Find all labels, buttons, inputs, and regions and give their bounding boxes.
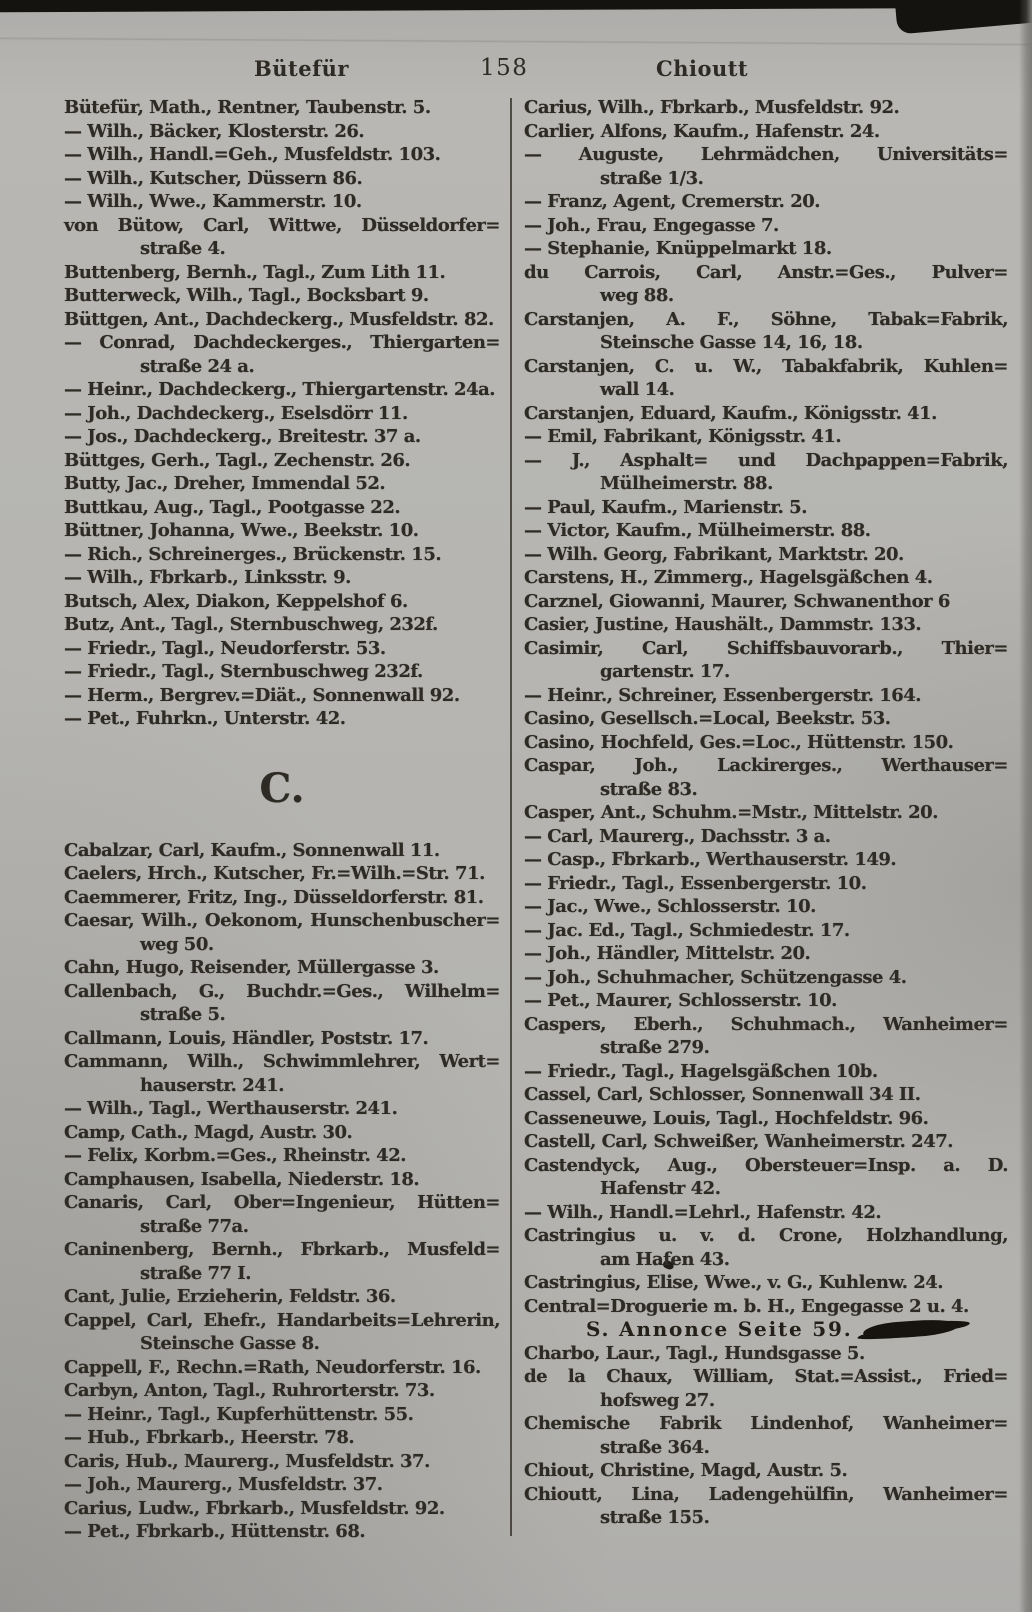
entry-line: Camphausen, Isabella, Niederstr. 18. — [64, 1168, 420, 1190]
directory-entry — [64, 449, 500, 473]
directory-entry — [64, 1403, 500, 1427]
entry-line: Castendyck, Aug., Obersteuer=Insp. a. D. — [524, 1154, 1008, 1176]
entry-line: — Heinr., Schreiner, Essenbergerstr. 164. — [524, 684, 922, 706]
entry-line: Büttner, Johanna, Wwe., Beekstr. 10. — [64, 520, 419, 541]
entry-line: — Rich., Schreinerges., Brückenstr. 15. — [64, 543, 442, 565]
entry-line: — Wilh., Tagl., Werthauserstr. 241. — [64, 1098, 398, 1119]
entry-line: Canaris, Carl, Ober=Ingenieur, Hütten= — [64, 1192, 500, 1213]
entry-line: Carstens, H., Zimmerg., Hagelsgäßchen 4. — [524, 567, 933, 588]
directory-entry — [64, 308, 500, 332]
entry-line: — Wilh., Handl.=Lehrl., Hafenstr. 42. — [524, 1201, 882, 1223]
entry-line: Carstanjen, Eduard, Kaufm., Königsstr. 41. — [524, 402, 937, 424]
entry-line: Cammann, Wilh., Schwimmlehrer, Wert= — [64, 1051, 500, 1072]
entry-line: Chioutt, Lina, Ladengehülfin, Wanheimer= — [524, 1483, 1008, 1505]
entry-line: Caspar, Joh., Lackirerges., Werthauser= — [524, 755, 1008, 776]
directory-entry — [64, 120, 500, 144]
entry-line-continuation: Hafenstr 42. — [600, 1178, 721, 1199]
entry-line-continuation: straße 4. — [140, 238, 226, 259]
entry-line: Callenbach, G., Buchdr.=Ges., Wilhelm= — [64, 980, 500, 1002]
directory-entry — [524, 449, 1008, 496]
directory-entry — [524, 1342, 1008, 1366]
entry-line: Camp, Cath., Magd, Austr. 30. — [64, 1121, 353, 1143]
entry-line-continuation: gartenstr. 17. — [600, 661, 730, 682]
annonce-text: S. Annonce Seite 59. — [586, 1317, 853, 1341]
directory-entry — [64, 167, 500, 191]
directory-entry — [524, 590, 1008, 614]
directory-entry — [524, 261, 1008, 308]
directory-entry — [64, 1121, 500, 1145]
directory-entry — [524, 1201, 1008, 1225]
directory-entry — [524, 684, 1008, 708]
entry-line-continuation: straße 77a. — [140, 1215, 249, 1237]
entry-line-continuation: am Hafen 43. — [600, 1248, 730, 1270]
entry-line: Chemische Fabrik Lindenhof, Wanheimer= — [524, 1413, 1008, 1434]
directory-entry — [64, 143, 500, 167]
entry-line-continuation: straße 83. — [600, 778, 698, 800]
entry-line: — Felix, Korbm.=Ges., Rheinstr. 42. — [64, 1145, 406, 1166]
entry-line: Carbyn, Anton, Tagl., Ruhrorterstr. 73. — [64, 1380, 435, 1401]
directory-entry — [524, 848, 1008, 872]
directory-entry — [64, 566, 500, 590]
section-heading: C. — [259, 764, 305, 812]
directory-entry — [524, 1130, 1008, 1154]
entry-line: Büttgen, Ant., Dachdeckerg., Musfeldstr. 82. — [64, 308, 494, 330]
entry-line: Carlier, Alfons, Kaufm., Hafenstr. 24. — [524, 120, 880, 142]
directory-entry — [524, 966, 1008, 990]
directory-entry — [64, 543, 500, 567]
header-left-keyword: Bütefür — [254, 56, 349, 81]
entry-line: — Wilh. Georg, Fabrikant, Marktstr. 20. — [524, 543, 904, 565]
directory-entry — [64, 1191, 500, 1238]
entry-line-continuation: wall 14. — [600, 379, 675, 400]
entry-line: Butz, Ant., Tagl., Sternbuschweg, 232f. — [64, 614, 438, 635]
entry-line: — Emil, Fabrikant, Königsstr. 41. — [524, 426, 842, 447]
directory-entry — [524, 754, 1008, 801]
directory-entry — [64, 1285, 500, 1309]
entry-line: — Franz, Agent, Cremerstr. 20. — [524, 191, 821, 212]
entry-line: — Carl, Maurerg., Dachsstr. 3 a. — [524, 825, 831, 847]
directory-entry — [524, 1154, 1008, 1201]
directory-entry — [64, 1520, 500, 1544]
directory-entry — [524, 1295, 1008, 1319]
entry-line: — Heinr., Tagl., Kupferhüttenstr. 55. — [64, 1403, 414, 1425]
directory-entry — [524, 942, 1008, 966]
entry-line-continuation: straße 364. — [600, 1436, 710, 1458]
entry-line: Butterweck, Wilh., Tagl., Bocksbart 9. — [64, 285, 429, 306]
entry-line-continuation: hauserstr. 241. — [140, 1074, 285, 1096]
directory-entry — [524, 1224, 1008, 1271]
entry-line: — Joh., Händler, Mittelstr. 20. — [524, 943, 811, 964]
manicule-ink-blot-icon — [862, 1317, 959, 1340]
entry-line: Büttges, Gerh., Tagl., Zechenstr. 26. — [64, 449, 411, 471]
directory-entry — [524, 801, 1008, 825]
entry-line: — Casp., Fbrkarb., Werthauserstr. 149. — [524, 849, 897, 870]
directory-entry — [64, 496, 500, 520]
entry-line: — Jos., Dachdeckerg., Breitestr. 37 a. — [64, 426, 421, 447]
directory-entry — [64, 1379, 500, 1403]
entry-line: Caninenberg, Bernh., Fbrkarb., Musfeld= — [64, 1239, 500, 1260]
entry-line: — Victor, Kaufm., Mülheimerstr. 88. — [524, 520, 871, 541]
entry-line: Casino, Hochfeld, Ges.=Loc., Hüttenstr. 150. — [524, 731, 954, 753]
entry-line: — Conrad, Dachdeckerges., Thiergarten= — [64, 332, 500, 353]
directory-entry — [524, 825, 1008, 849]
entry-line: Castringius u. v. d. Crone, Holzhandlung, — [524, 1225, 1008, 1246]
entry-line: Carstanjen, C. u. W., Tabakfabrik, Kuhlen= — [524, 355, 1008, 377]
directory-entry — [524, 1060, 1008, 1084]
entry-line-continuation: Steinsche Gasse 8. — [140, 1333, 320, 1354]
directory-entry — [524, 190, 1008, 214]
entry-line: Cassel, Carl, Schlosser, Sonnenwall 34 II. — [524, 1084, 921, 1105]
entry-line-continuation: straße 155. — [600, 1507, 710, 1528]
annonce-note — [524, 1318, 1008, 1342]
directory-entry — [524, 895, 1008, 919]
directory-entry — [524, 566, 1008, 590]
directory-entry — [64, 839, 500, 863]
scan-edge-right — [1019, 0, 1032, 1612]
directory-entry — [64, 190, 500, 214]
entry-line: — Wilh., Handl.=Geh., Musfeldstr. 103. — [64, 144, 441, 165]
directory-entry — [64, 378, 500, 402]
directory-entry — [64, 956, 500, 980]
entry-line: — Jac., Wwe., Schlosserstr. 10. — [524, 896, 816, 917]
directory-entry — [524, 308, 1008, 355]
header-right-keyword: Chioutt — [656, 56, 749, 81]
entry-line: — Wilh., Bäcker, Klosterstr. 26. — [64, 120, 365, 142]
entry-line: Chiout, Christine, Magd, Austr. 5. — [524, 1460, 848, 1481]
entry-line: — Friedr., Tagl., Sternbuschweg 232f. — [64, 661, 423, 682]
entry-line: Charbo, Laur., Tagl., Hundsgasse 5. — [524, 1342, 865, 1364]
entry-line: Buttkau, Aug., Tagl., Pootgasse 22. — [64, 496, 401, 518]
entry-line: — Heinr., Dachdeckerg., Thiergartenstr. 24a. — [64, 379, 496, 400]
entry-line: Callmann, Louis, Händler, Poststr. 17. — [64, 1027, 429, 1049]
entry-line: — Friedr., Tagl., Essenbergerstr. 10. — [524, 872, 867, 894]
entry-line: — J., Asphalt= und Dachpappen=Fabrik, — [524, 449, 1008, 471]
directory-entry — [64, 1168, 500, 1192]
directory-entry — [524, 707, 1008, 731]
paper-crease — [0, 37, 1032, 46]
entry-line: Caesar, Wilh., Oekonom, Hunschenbuscher= — [64, 910, 500, 931]
directory-entry — [64, 1450, 500, 1474]
directory-entry — [64, 261, 500, 285]
entry-line-continuation: Steinsche Gasse 14, 16, 18. — [600, 332, 863, 353]
directory-entry — [524, 872, 1008, 896]
directory-entry — [64, 402, 500, 426]
entry-line: Casimir, Carl, Schiffsbauvorarb., Thier= — [524, 637, 1008, 659]
scan-edge-top-corner — [895, 0, 1032, 34]
entry-line-continuation: weg 88. — [600, 285, 674, 306]
directory-entry — [64, 214, 500, 261]
entry-line: — Auguste, Lehrmädchen, Universitäts= — [524, 144, 1008, 165]
entry-line-continuation: straße 77 I. — [140, 1262, 251, 1284]
entry-line: — Joh., Schuhmacher, Schützengasse 4. — [524, 966, 907, 988]
entry-line: de la Chaux, William, Stat.=Assist., Fried= — [524, 1366, 1008, 1387]
directory-entry — [524, 1459, 1008, 1483]
entry-line: Cant, Julie, Erzieherin, Feldstr. 36. — [64, 1286, 396, 1307]
directory-entry — [64, 425, 500, 449]
directory-entry — [524, 1483, 1008, 1530]
scan-edge-top — [0, 0, 1032, 12]
entry-line: Butty, Jac., Dreher, Immendal 52. — [64, 473, 386, 494]
directory-entry — [524, 989, 1008, 1013]
directory-entry — [64, 886, 500, 910]
directory-entry — [64, 590, 500, 614]
entry-line: Central=Droguerie m. b. H., Engegasse 2 u. 4. — [524, 1295, 969, 1317]
directory-entry — [524, 120, 1008, 144]
entry-line: — Joh., Frau, Engegasse 7. — [524, 214, 779, 236]
directory-entry — [64, 862, 500, 886]
entry-line: Cappel, Carl, Ehefr., Handarbeits=Lehrerin, — [64, 1309, 500, 1331]
directory-entry — [524, 1083, 1008, 1107]
left-column — [64, 96, 500, 1544]
entry-line: — Wilh., Fbrkarb., Linksstr. 9. — [64, 567, 351, 588]
directory-entry — [64, 1356, 500, 1380]
entry-line: — Paul, Kaufm., Marienstr. 5. — [524, 496, 807, 518]
entry-line: Castell, Carl, Schweißer, Wanheimerstr. 247. — [524, 1131, 954, 1152]
entry-line: Buttenberg, Bernh., Tagl., Zum Lith 11. — [64, 261, 446, 283]
right-column — [524, 96, 1008, 1530]
directory-entry — [64, 472, 500, 496]
entry-line-continuation: straße 5. — [140, 1004, 226, 1025]
directory-entry — [64, 1027, 500, 1051]
directory-entry — [524, 1107, 1008, 1131]
entry-line: — Friedr., Tagl., Neudorferstr. 53. — [64, 637, 386, 659]
directory-entry — [524, 731, 1008, 755]
column-divider — [510, 98, 512, 1536]
entry-line: Butsch, Alex, Diakon, Keppelshof 6. — [64, 590, 408, 612]
directory-entry — [524, 1271, 1008, 1295]
directory-entry — [64, 1238, 500, 1285]
entry-line: — Wilh., Wwe., Kammerstr. 10. — [64, 191, 362, 212]
directory-entry — [524, 355, 1008, 402]
directory-entry — [64, 980, 500, 1027]
directory-entry — [64, 684, 500, 708]
directory-entry — [64, 1473, 500, 1497]
directory-entry — [524, 214, 1008, 238]
directory-entry — [64, 284, 500, 308]
entry-line: — Wilh., Kutscher, Düssern 86. — [64, 167, 363, 189]
entry-line: Bütefür, Math., Rentner, Taubenstr. 5. — [64, 97, 431, 118]
directory-entry — [64, 660, 500, 684]
entry-line: du Carrois, Carl, Anstr.=Ges., Pulver= — [524, 261, 1008, 283]
directory-entry — [64, 1426, 500, 1450]
directory-entry — [524, 1013, 1008, 1060]
directory-entry — [524, 519, 1008, 543]
directory-entry — [64, 1144, 500, 1168]
entry-line: Carius, Wilh., Fbrkarb., Musfeldstr. 92. — [524, 97, 900, 118]
entry-line: — Herm., Bergrev.=Diät., Sonnenwall 92. — [64, 684, 460, 706]
directory-entry — [64, 96, 500, 120]
directory-entry — [64, 613, 500, 637]
directory-entry — [524, 637, 1008, 684]
directory-entry — [64, 707, 500, 731]
directory-entry — [524, 919, 1008, 943]
entry-line: — Friedr., Tagl., Hagelsgäßchen 10b. — [524, 1060, 878, 1082]
directory-entry — [524, 543, 1008, 567]
entry-line: Caelers, Hrch., Kutscher, Fr.=Wilh.=Str. 71. — [64, 863, 485, 884]
entry-line-continuation: weg 50. — [140, 933, 214, 955]
entry-line: — Jac. Ed., Tagl., Schmiedestr. 17. — [524, 919, 850, 941]
entry-line: — Pet., Fbrkarb., Hüttenstr. 68. — [64, 1521, 366, 1542]
entry-line: Carius, Ludw., Fbrkarb., Musfeldstr. 92. — [64, 1497, 445, 1519]
directory-entry — [64, 909, 500, 956]
entry-line: Casino, Gesellsch.=Local, Beekstr. 53. — [524, 708, 891, 729]
entry-line-continuation: straße 1/3. — [600, 167, 704, 189]
entry-line-continuation: straße 24 a. — [140, 355, 255, 377]
directory-entry — [524, 237, 1008, 261]
directory-entry — [524, 613, 1008, 637]
directory-entry — [64, 1050, 500, 1097]
entry-line: von Bütow, Carl, Wittwe, Düsseldorfer= — [64, 214, 500, 236]
entry-line-continuation: hofsweg 27. — [600, 1389, 715, 1411]
directory-entry — [64, 331, 500, 378]
entry-line-continuation: Mülheimerstr. 88. — [600, 473, 773, 494]
entry-line: Carznel, Giowanni, Maurer, Schwanenthor 6 — [524, 590, 950, 612]
directory-entry — [524, 425, 1008, 449]
directory-entry — [524, 1412, 1008, 1459]
directory-entry — [64, 1309, 500, 1356]
entry-line: Carstanjen, A. F., Söhne, Tabak=Fabrik, — [524, 308, 1008, 330]
page-number: 158 — [480, 55, 529, 81]
entry-line: Casper, Ant., Schuhm.=Mstr., Mittelstr. 20. — [524, 802, 938, 823]
entry-line: — Pet., Fuhrkn., Unterstr. 42. — [64, 708, 346, 729]
directory-entry — [524, 143, 1008, 190]
directory-entry — [64, 1497, 500, 1521]
entry-line: Casseneuwe, Louis, Tagl., Hochfeldstr. 96. — [524, 1107, 929, 1129]
entry-line: — Hub., Fbrkarb., Heerstr. 78. — [64, 1427, 355, 1448]
directory-entry — [524, 496, 1008, 520]
directory-entry — [524, 96, 1008, 120]
entry-line: — Joh., Maurerg., Musfeldstr. 37. — [64, 1474, 383, 1495]
entry-line: Cappell, F., Rechn.=Rath, Neudorferstr. 16. — [64, 1356, 481, 1378]
directory-entry — [64, 637, 500, 661]
entry-line: Castringius, Elise, Wwe., v. G., Kuhlenw. 24. — [524, 1272, 944, 1293]
directory-entry — [524, 1365, 1008, 1412]
entry-line: Caemmerer, Fritz, Ing., Düsseldorferstr. 81. — [64, 886, 484, 908]
entry-line: Cahn, Hugo, Reisender, Müllergasse 3. — [64, 957, 439, 978]
entry-line-continuation: straße 279. — [600, 1037, 710, 1058]
entry-line: — Stephanie, Knüppelmarkt 18. — [524, 238, 832, 259]
entry-line: Casier, Justine, Haushält., Dammstr. 133. — [524, 614, 922, 635]
entry-line: — Pet., Maurer, Schlosserstr. 10. — [524, 990, 837, 1011]
entry-line: Caspers, Eberh., Schuhmach., Wanheimer= — [524, 1013, 1008, 1035]
entry-line: Caris, Hub., Maurerg., Musfeldstr. 37. — [64, 1450, 430, 1472]
directory-entry — [64, 519, 500, 543]
directory-entry — [64, 1097, 500, 1121]
entry-line: Cabalzar, Carl, Kaufm., Sonnenwall 11. — [64, 839, 440, 861]
directory-entry — [524, 402, 1008, 426]
entry-line: — Joh., Dachdeckerg., Eselsdörr 11. — [64, 402, 408, 424]
